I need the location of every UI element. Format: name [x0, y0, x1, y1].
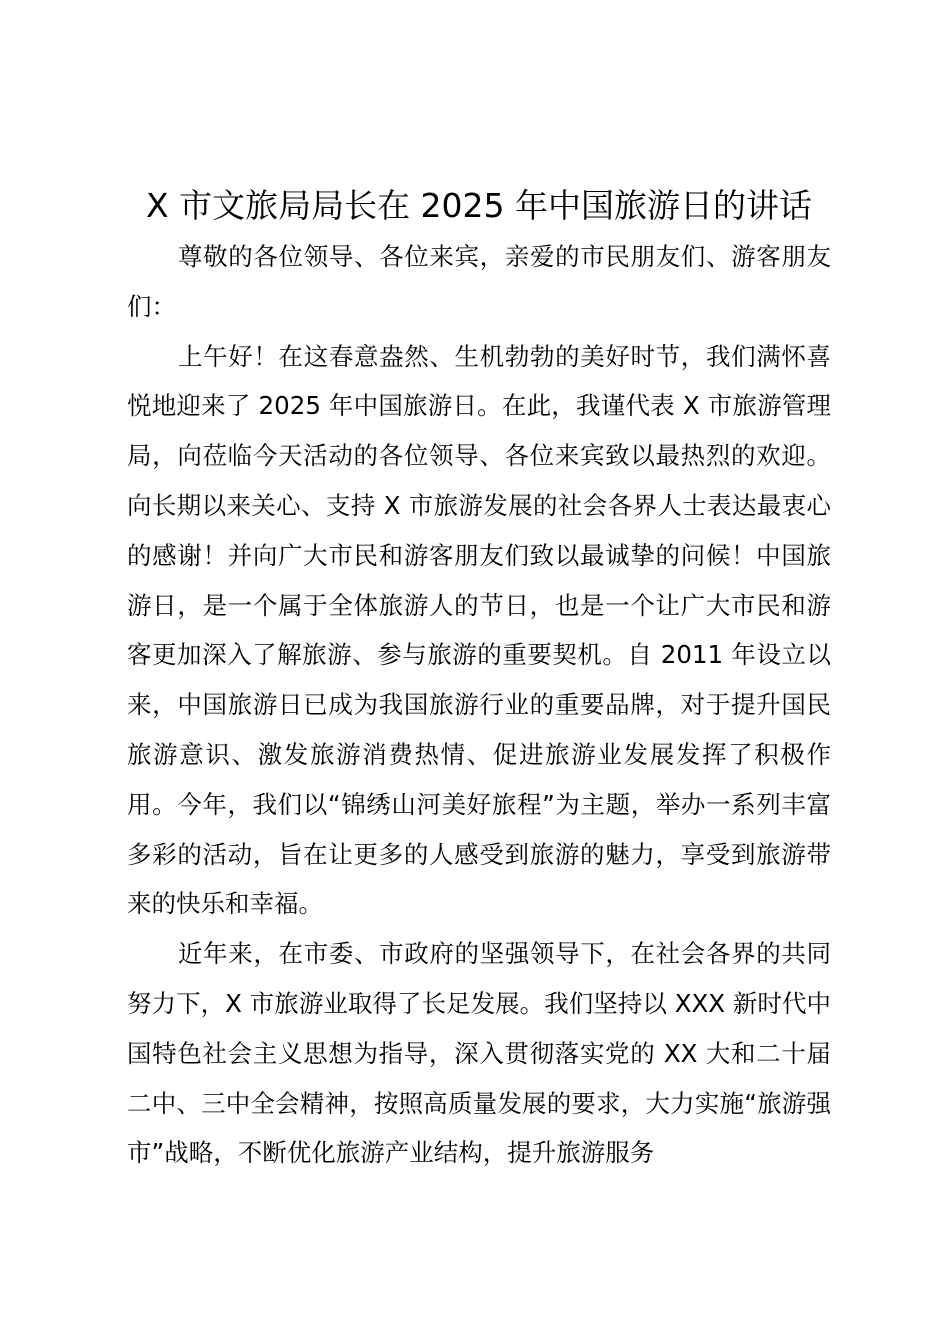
- body-paragraph: 上午好！在这春意盎然、生机勃勃的美好时节，我们满怀喜悦地迎来了 2025 年中国旅游日。在此，我谨代表 X 市旅游管理局，向莅临今天活动的各位领导、各位来宾致以最热烈的欢迎。向长期以来关心、支持 X 市旅游发展的社会各界人士表达最衷心的感谢！并向广大市民和游客朋友们致以最诚挚的问候！中国旅游日，是一个属于全体旅游人的节日，也是一个让广大市民和游客更加深入了解旅游、参与旅游的重要契机。自 2011 年设立以来，中国旅游日已成为我国旅游行业的重要品牌，对于提升国民旅游意识、激发旅游消费热情、促进旅游业发展发挥了积极作用。今年，我们以“锦绣山河美好旅程”为主题，举办一系列丰富多彩的活动，旨在让更多的人感受到旅游的魅力，享受到旅游带来的快乐和幸福。: [127, 341, 831, 919]
- salutation-paragraph: 尊敬的各位领导、各位来宾，亲爱的市民朋友们、游客朋友们：: [127, 242, 831, 321]
- document-title: X 市文旅局局长在 2025 年中国旅游日的讲话: [145, 186, 813, 225]
- document-body: [127, 180, 831, 1178]
- body-paragraph: 近年来，在市委、市政府的坚强领导下，在社会各界的共同努力下，X 市旅游业取得了长足发展。我们坚持以 XXX 新时代中国特色社会主义思想为指导，深入贯彻落实党的 XX 大和二十届二中、三中全会精神，按照高质量发展的要求，大力实施“旅游强市”战略，不断优化旅游产业结构，提升旅游服务: [127, 939, 831, 1168]
